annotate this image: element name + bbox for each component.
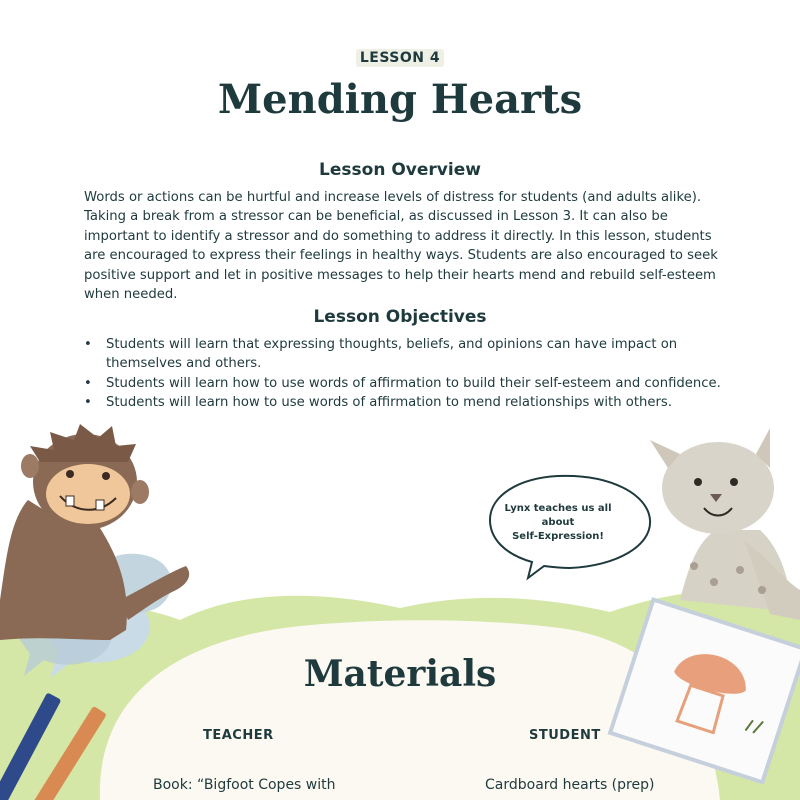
objectives-heading: Lesson Objectives <box>313 307 487 327</box>
bigfoot-character <box>0 424 189 640</box>
materials-heading: Materials <box>303 653 497 695</box>
student-material-item: Cardboard hearts (prep) <box>485 777 655 793</box>
speech-bubble-line-2: Self-Expression! <box>512 531 604 542</box>
lesson-number: LESSON 4 <box>356 49 444 67</box>
lesson-label <box>0 50 800 66</box>
teacher-heading: TEACHER <box>203 728 274 743</box>
lynx-character <box>650 428 800 620</box>
overview-text: Words or actions can be hurtful and increase levels of distress for students (and adults alike). Taking a break from a stressor can be beneficial, as discussed in Lesson 3. It can also be important to identify a stressor and do something to address it directly. In this lesson, students are encouraged to express their feelings in healthy ways. Students are also encouraged to seek positive support and let in positive messages to help their hearts mend and rebuild self-esteem when needed. <box>84 190 718 303</box>
objective-item: • Students will learn how to use words of affirmation to mend relationships with others. <box>84 393 724 412</box>
speech-bubble-text <box>494 502 622 544</box>
overview-heading: Lesson Overview <box>319 160 481 180</box>
objective-item: • Students will learn how to use words of affirmation to build their self-esteem and confidence. <box>84 374 724 393</box>
speech-bubble-line-1: Lynx teaches us all about <box>504 503 612 528</box>
objectives-list <box>84 335 724 413</box>
page-title: Mending Hearts <box>217 76 583 123</box>
objective-item: • Students will learn that expressing thoughts, beliefs, and opinions can have impact on themselves and others. <box>84 335 724 374</box>
student-heading: STUDENT <box>529 728 601 743</box>
teacher-material-item: Book: “Bigfoot Copes with <box>153 777 336 793</box>
